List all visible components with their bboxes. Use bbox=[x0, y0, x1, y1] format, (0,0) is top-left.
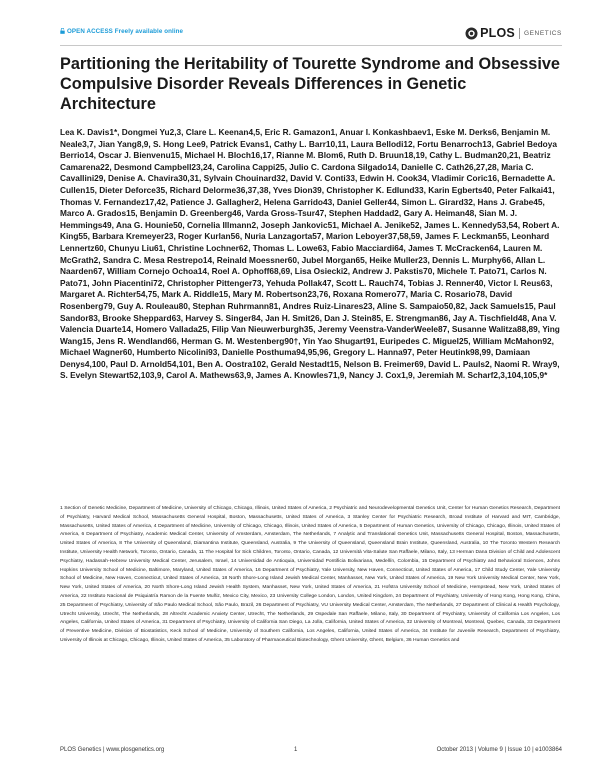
affiliations: 1 Section of Genetic Medicine, Department of Medicine, University of Chicago, Chicago, Illinois, United States of America, 2 Psychiatric and Neurodevelopmental Genetics Unit, Center for Human Genetics Research, Department of Psychiatry, Harvard Medical School, Massachusetts General Hospital, Boston, Massachusetts, United States of America, 3 Stanley Center for Psychiatric Research, Broad Institute of Harvard and MIT, Cambridge, Massachusetts, United States of America, 4 Department of Medicine, University of Chicago, Chicago, Illinois, United States of America, 5 Department of Human Genetics, University of Chicago, Chicago, Illinois, United States of America, 6 Department of Psychiatry, Academic Medical Center, University of Amsterdam, Amsterdam, The Netherlands, 7 Analytic and Translational Genetics Unit, Massachusetts General Hospital, Boston, Massachusetts, United States of America, 8 The University of Queensland, Diamantina Institute, Queensland, Australia, 9 The University of Queensland, Queensland Brain Institute, Queensland, Australia, 10 The Toronto Western Research Institute, University Health Network, Toronto, Ontario, Canada, 11 The Hospital for Sick Children, Toronto, Ontario, Canada, 12 Università Vita-Salute San Raffaele, Milano, Italy, 13 Herman Dana Division of Child and Adolescent Psychiatry, Hadassah-Hebrew University Medical Center, Jerusalem, Israel, 14 Universidad de Antioquia, Universidad Pontificia Bolivariana, Medellín, Colombia, 15 Department of Psychiatry and Behavioral Sciences, Johns Hopkins University School of Medicine, Baltimore, Maryland, United States of America, 16 Department of Psychiatry, Yale University, New Haven, Connecticut, United States of America, 17 Child Study Center, Yale University School of Medicine, New Haven, Connecticut, United States of America, 18 North Shore-Long Island Jewish Medical Center, Manhasset, New York, United States of America, 19 New York University Medical Center, New York, New York, United States of America, 20 North Shore-Long Island Jewish Health System, Manhasset, New York, United States of America, 21 Hofstra University School of Medicine, Hempstead, New York, United States of America, 22 Instituto Nacional de Psiquiatría Ramon de la Fuente Muñiz, Mexico City, Mexico, 23 University College London, London, United Kingdom, 24 Department of Psychiatry, University of Hong Kong, Hong Kong, China, 25 Department of Psychiatry, University of São Paulo Medical School, São Paulo, Brazil, 26 Department of Psychiatry, VU University Medical Center, Amsterdam, The Netherlands, 27 Department of Clinical & Health Psychology, Utrecht University, Utrecht, The Netherlands, 28 Altrecht Academic Anxiety Center, Utrecht, The Netherlands, 29 Ospedale San Raffaele, Milano, Italy, 30 Department of Psychiatry, University of California Los Angeles, Los Angeles, California, United States of America, 31 Department of Psychiatry, University of California San Diego, La Jolla, California, United States of America, 32 University of Montreal, Montreal, Quebec, Canada, 33 Department of Preventive Medicine, Division of Biostatistics, Keck School of Medicine, University of Southern California, Los Angeles, California, United States of America, 34 Institute for Juvenile Research, Department of Psychiatry, University of Illinois at Chicago, Chicago, Illinois, United States of America, 35 Laboratory of Pharmaceutical Biotechnology, Ghent University, Ghent, Belgium, 36 Human Genetics and bbox=[60, 506, 560, 643]
footer-page-number: 1 bbox=[294, 747, 298, 753]
page-footer bbox=[60, 747, 562, 757]
footer-citation: October 2013 | Volume 9 | Issue 10 | e1003864 bbox=[436, 747, 562, 753]
article-title: Partitioning the Heritability of Tourette Syndrome and Obsessive Compulsive Disorder Reveals Differences in Genetic Architecture bbox=[60, 55, 560, 113]
journal-name: GENETICS bbox=[523, 29, 562, 37]
footer-journal-url: PLOS Genetics | www.plosgenetics.org bbox=[60, 747, 165, 753]
journal-header bbox=[60, 26, 562, 42]
open-access-label bbox=[60, 28, 183, 35]
brand-name: PLOS bbox=[480, 26, 515, 40]
brand-divider bbox=[519, 28, 520, 39]
open-lock-icon bbox=[60, 28, 65, 34]
plos-logo-icon bbox=[465, 27, 478, 40]
author-list: Lea K. Davis1*, Dongmei Yu2,3, Clare L. Keenan4,5, Eric R. Gamazon1, Anuar I. Konkashbaev1, Eske M. Derks6, Benjamin M. Neale3,7, Jian Yang8,9, S. Hong Lee9, Patrick Evans1, Cathy L. Barr10,11, Laura Bellodi12, Fortu Benarroch13, Gabriel Bedoya Berrio14, Oscar J. Bienvenu15, Michael H. Bloch16,17, Rianne M. Blom6, Ruth D. Bruun18,19, Cathy L. Budman20,21, Beatriz Camarena22, Desmond Campbell23,24, Carolina Cappi25, Julio C. Cardona Silgado14, Danielle C. Cath26,27,28, Maria C. Cavallini29, Denise A. Chavira30,31, Sylvain Chouinard32, David V. Conti33, Edwin H. Cook34, Vladimir Coric16, Bernadette A. Cullen15, Dieter Deforce35, Richard Delorme36,37,38, Yves Dion39, Christopher K. Edlund33, Karin Egberts40, Peter Falkai41, Thomas V. Fernandez17,42, Patience J. Gallagher2, Helena Garrido43, Daniel Geller44, Simon L. Girard32, Hans J. Grabe45, Marco A. Grados15, Benjamin D. Greenberg46, Varda Gross-Tsur47, Stephen Haddad2, Gary A. Heiman48, Sian M. J. Hemmings49, Ana G. Hounie50, Cornelia Illmann2, Joseph Jankovic51, Michael A. Jenike52, James L. Kennedy53,54, Robert A. King55, Barbara Kremeyer23, Roger Kurlan56, Nuria Lanzagorta57, Marion Leboyer37,58,59, James F. Leckman55, Leonhard Lennertz60, Chunyu Liu61, Christine Lochner62, Thomas L. Lowe63, Fabio Macciardi64, James T. McCracken64, Lauren M. McGrath2, Sandra C. Mesa Restrepo14, Reinald Moessner60, Jubel Morgan65, Heike Muller23, Dennis L. Murphy66, Allan L. Naarden67, William Cornejo Ochoa14, Roel A. Ophoff68,69, Lisa Osiecki2, Andrew J. Pakstis70, Michele T. Pato71, Carlos N. Pato71, John Piacentini72, Christopher Pittenger73, Yehuda Pollak47, Scott L. Rauch74, Tobias J. Renner40, Victor I. Reus63, Margaret A. Richter54,75, Mark A. Riddle15, Mary M. Robertson23,76, Roxana Romero77, Maria C. Rosario78, David Rosenberg79, Guy A. Rouleau80, Stephan Ruhrmann81, Andres Ruiz-Linares23, Aline S. Sampaio50,82, Jack Samuels15, Paul Sandor83, Brooke Sheppard63, Harvey S. Singer84, Jan H. Smit26, Dan J. Stein85, E. Strengman86, Jay A. Tischfield48, Ana V. Valencia Duarte14, Homero Vallada25, Filip Van Nieuwerburgh35, Jeremy Veenstra-VanderWeele87, Susanne Walitza88,89, Ying Wang15, Jens R. Wendland66, Herman G. M. Westenberg90†, Yin Yao Shugart91, Euripedes C. Miguel25, William McMahon92, Michael Wagner60, Humberto Nicolini93, Danielle Posthuma94,95,96, Gregory L. Hanna97, Peter Heutink98,99, Damiaan Denys4,100, Paul D. Arnold54,101, Ben A. Oostra102, Gerald Nestadt15, Nelson B. Freimer69, David L. Pauls2, Naomi R. Wray9, S. Evelyn Stewart52,103,9, Carol A. Mathews63,9, James A. Knowles71,9, Nancy J. Cox1,9, Jeremiah M. Scharf2,3,104,105,9* bbox=[60, 127, 560, 381]
journal-brand bbox=[465, 26, 562, 40]
header-rule bbox=[60, 45, 562, 46]
open-access-text: OPEN ACCESS Freely available online bbox=[67, 28, 184, 35]
